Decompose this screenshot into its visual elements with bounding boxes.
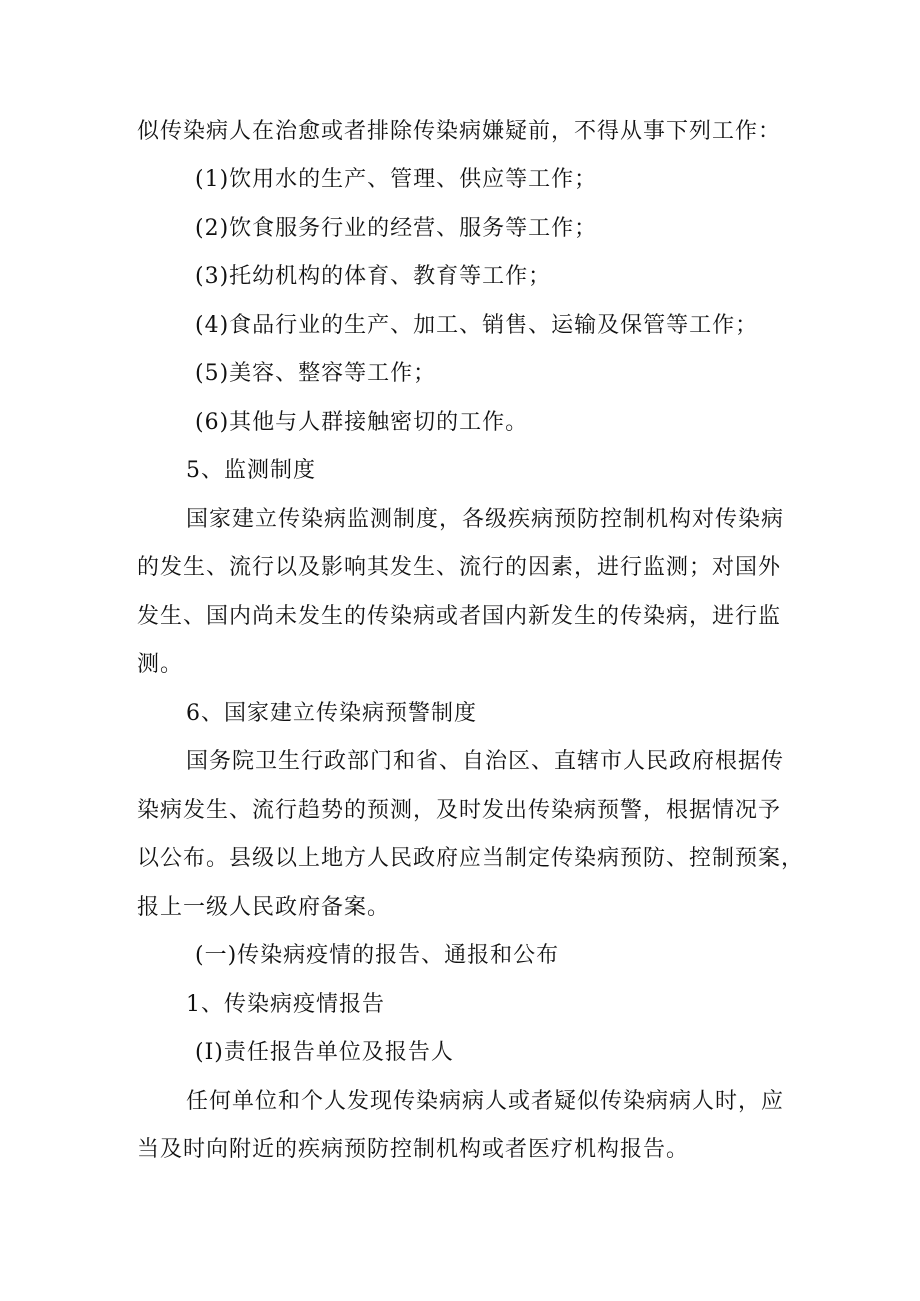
text-line: 当及时向附近的疾病预防控制机构或者医疗机构报告。 [137, 1137, 690, 1162]
list-item: (3)托幼机构的体育、教育等工作； [195, 264, 552, 289]
list-item: (4)食品行业的生产、加工、销售、运输及保管等工作； [195, 313, 759, 338]
text-line: 似传染病人在治愈或者排除传染病嫌疑前，不得从事下列工作： [137, 119, 782, 144]
text-line: 发生、国内尚未发生的传染病或者国内新发生的传染病，进行监 [137, 604, 782, 629]
text-line: 以公布。县级以上地方人民政府应当制定传染病预防、控制预案， [137, 846, 805, 871]
list-item: (5)美容、整容等工作； [195, 361, 437, 386]
text-line: 的发生、流行以及影响其发生、流行的因素，进行监测；对国外 [137, 555, 782, 580]
section-heading: (I)责任报告单位及报告人 [195, 1040, 454, 1065]
text-line: 测。 [137, 652, 184, 677]
section-heading: 1、传染病疫情报告 [186, 992, 385, 1017]
text-line: 报上一级人民政府备案。 [137, 895, 391, 920]
text-line: 染病发生、流行趋势的预测，及时发出传染病预警，根据情况予 [137, 798, 782, 823]
text-line: 国家建立传染病监测制度，各级疾病预防控制机构对传染病 [186, 507, 785, 532]
list-item: (2)饮食服务行业的经营、服务等工作； [195, 216, 598, 241]
text-line: 国务院卫生行政部门和省、自治区、直辖市人民政府根据传 [186, 749, 785, 774]
section-heading: (一)传染病疫情的报告、通报和公布 [195, 943, 560, 968]
list-item: (6)其他与人群接触密切的工作。 [195, 410, 529, 435]
section-heading: 5、监测制度 [186, 458, 316, 483]
text-line: 任何单位和个人发现传染病病人或者疑似传染病病人时，应 [186, 1089, 785, 1114]
section-heading: 6、国家建立传染病预警制度 [186, 701, 477, 726]
list-item: (1)饮用水的生产、管理、供应等工作； [195, 167, 598, 192]
